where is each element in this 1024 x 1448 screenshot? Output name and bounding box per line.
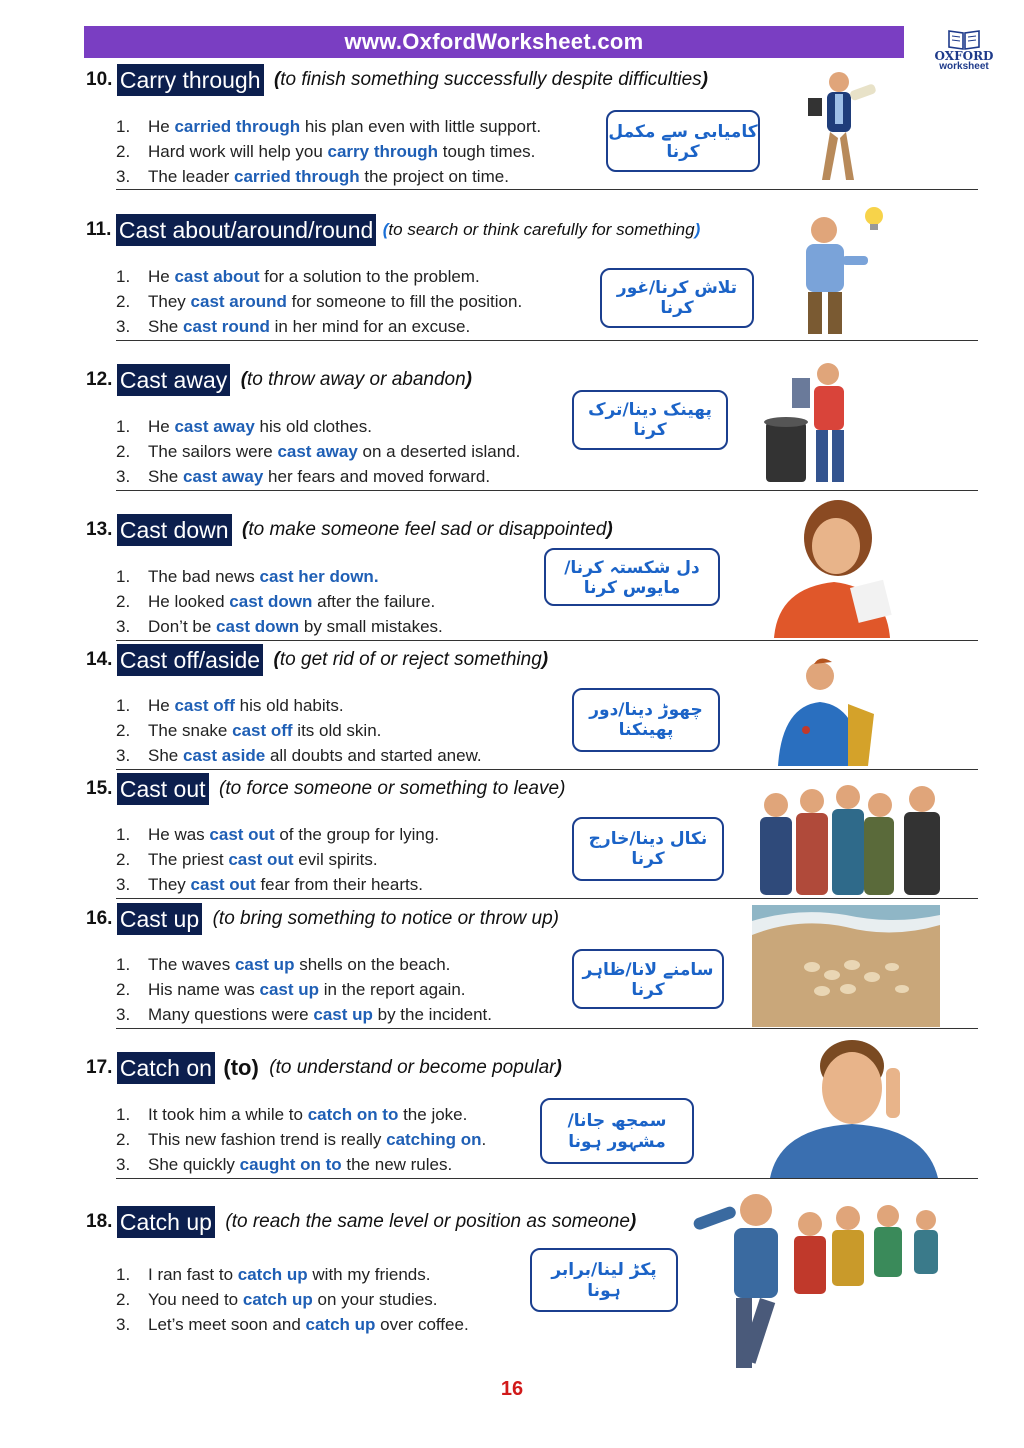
phrasal-verb-term: Cast up [117, 903, 202, 935]
example-sentence: 3. She cast away her fears and moved forward. [116, 467, 491, 486]
urdu-translation-box: سمجھ جانا/مشہور ہونا [540, 1098, 694, 1164]
section-divider [116, 769, 978, 770]
definition: (to bring something to notice or throw up) [212, 908, 559, 929]
example-sentence: 1. I ran fast to catch up with my friends. [116, 1265, 431, 1284]
section-divider [116, 189, 978, 190]
urdu-translation-box: چھوڑ دینا/دور پھینکنا [572, 688, 720, 752]
example-sentence: 1. It took him a while to catch on to the joke. [116, 1105, 468, 1124]
entry-heading [86, 1052, 562, 1084]
urdu-translation-box: دل شکستہ کرنا/مایوس کرنا [544, 548, 720, 606]
example-sentence: 3. She quickly caught on to the new rules. [116, 1155, 453, 1174]
entry-number: 17. [86, 1057, 113, 1078]
entry-heading [86, 64, 708, 96]
example-sentence: 1. He cast about for a solution to the problem. [116, 267, 480, 286]
example-sentence: 3. Many questions were cast up by the incident. [116, 1005, 492, 1024]
entry-heading [86, 644, 548, 676]
example-sentence: 1. He cast away his old clothes. [116, 417, 372, 436]
example-sentence: 2. They cast around for someone to fill the position. [116, 292, 523, 311]
entry-number: 13. [86, 519, 113, 540]
oxford-worksheet-logo [924, 28, 1004, 78]
entry-heading [86, 514, 613, 546]
entry-number: 16. [86, 908, 113, 929]
phrasal-verb-term: Cast away [117, 364, 230, 396]
example-sentence: 2. His name was cast up in the report again. [116, 980, 466, 999]
example-sentence: 1. He was cast out of the group for lying. [116, 825, 440, 844]
section-divider [116, 898, 978, 899]
urdu-translation-box: پھینک دینا/ترک کرنا [572, 390, 728, 450]
phrasal-verb-term: Catch on [117, 1052, 215, 1084]
definition: (to make someone feel sad or disappointed) [242, 519, 613, 540]
example-sentences [116, 564, 443, 639]
entry-number: 18. [86, 1211, 113, 1232]
entry-number: 11. [86, 219, 112, 240]
definition: (to reach the same level or position as someone) [225, 1211, 637, 1232]
definition: (to finish something successfully despite difficulties) [273, 69, 708, 90]
preposition-note: (to) [223, 1055, 259, 1080]
book-icon [947, 28, 981, 50]
example-sentence: 2. He looked cast down after the failure. [116, 592, 436, 611]
example-sentence: 2. Hard work will help you carry through tough times. [116, 142, 536, 161]
example-sentences [116, 693, 482, 768]
logo-text-oxford: OXFORD [934, 49, 994, 63]
example-sentence: 3. She cast aside all doubts and started anew. [116, 746, 482, 765]
phrasal-verb-term: Cast about/around/round [116, 214, 376, 246]
page-number: 16 [500, 1378, 524, 1400]
example-sentence: 2. The priest cast out evil spirits. [116, 850, 378, 869]
example-sentences [116, 264, 522, 339]
urdu-translation-box: نکال دینا/خارج کرنا [572, 817, 724, 881]
section-divider [116, 490, 978, 491]
urdu-translation-box: پکڑ لینا/برابر ہونا [530, 1248, 678, 1312]
entry-number: 14. [86, 649, 113, 670]
entry-number: 12. [86, 369, 113, 390]
definition: (to search or think carefully for something) [382, 220, 701, 239]
example-sentence: 2. The snake cast off its old skin. [116, 721, 382, 740]
example-sentences [116, 952, 492, 1027]
urdu-translation-box: سامنے لانا/ظاہر کرنا [572, 949, 724, 1009]
site-banner: www.OxfordWorksheet.com [84, 26, 904, 58]
example-sentence: 1. He cast off his old habits. [116, 696, 344, 715]
definition: (to understand or become popular) [269, 1057, 562, 1078]
example-sentence: 2. This new fashion trend is really catching on. [116, 1130, 487, 1149]
businessman-walking-illustration [794, 68, 884, 188]
definition: (to get rid of or reject something) [273, 649, 549, 670]
entry-heading [86, 773, 565, 805]
entry-number: 10. [86, 69, 113, 90]
section-divider [116, 340, 978, 341]
man-cutting-shirt-illustration [756, 648, 882, 766]
entry-heading [86, 903, 559, 935]
example-sentences [116, 1262, 469, 1337]
example-sentence: 3. The leader carried through the project on time. [116, 167, 509, 186]
entry-number: 15. [86, 778, 113, 799]
example-sentence: 3. Let’s meet soon and catch up over coffee. [116, 1315, 469, 1334]
phrasal-verb-term: Cast out [117, 773, 209, 805]
example-sentence: 1. The bad news cast her down. [116, 567, 379, 586]
urdu-translation-box: تلاش کرنا/غور کرنا [600, 268, 754, 328]
entry-heading [86, 364, 472, 396]
shells-on-beach-illustration [752, 905, 940, 1027]
urdu-translation-box: کامیابی سے مکمل کرنا [606, 110, 760, 172]
definition: (to force someone or something to leave) [218, 778, 566, 799]
example-sentence: 1. The waves cast up shells on the beach. [116, 955, 451, 974]
phrasal-verb-term: Carry through [117, 64, 264, 96]
example-sentences [116, 414, 520, 489]
confused-man-scratching-head-illustration [766, 1028, 942, 1178]
definition: (to throw away or abandon) [240, 369, 472, 390]
example-sentence: 3. She cast round in her mind for an excuse. [116, 317, 471, 336]
entry-heading [86, 1206, 636, 1238]
example-sentence: 2. You need to catch up on your studies. [116, 1290, 438, 1309]
example-sentences [116, 822, 439, 897]
sad-woman-reading-letter-illustration [764, 496, 894, 638]
example-sentence: 3. They cast out fear from their hearts. [116, 875, 423, 894]
phrasal-verb-term: Catch up [117, 1206, 215, 1238]
logo-text-worksheet: worksheet [939, 61, 989, 72]
example-sentences [116, 1102, 486, 1177]
entry-heading [86, 214, 700, 246]
example-sentence: 1. He carried through his plan even with little support. [116, 117, 542, 136]
people-running-illustration [682, 1180, 972, 1372]
section-divider [116, 1178, 978, 1179]
man-thinking-lightbulb-illustration [782, 200, 892, 336]
phrasal-verb-term: Cast down [117, 514, 232, 546]
section-divider [116, 640, 978, 641]
man-throwing-clothes-illustration [762, 358, 872, 486]
group-rejecting-man-illustration [752, 777, 948, 895]
example-sentence: 2. The sailors were cast away on a deserted island. [116, 442, 521, 461]
phrasal-verb-term: Cast off/aside [117, 644, 263, 676]
example-sentence: 3. Don’t be cast down by small mistakes. [116, 617, 443, 636]
example-sentences [116, 114, 541, 189]
